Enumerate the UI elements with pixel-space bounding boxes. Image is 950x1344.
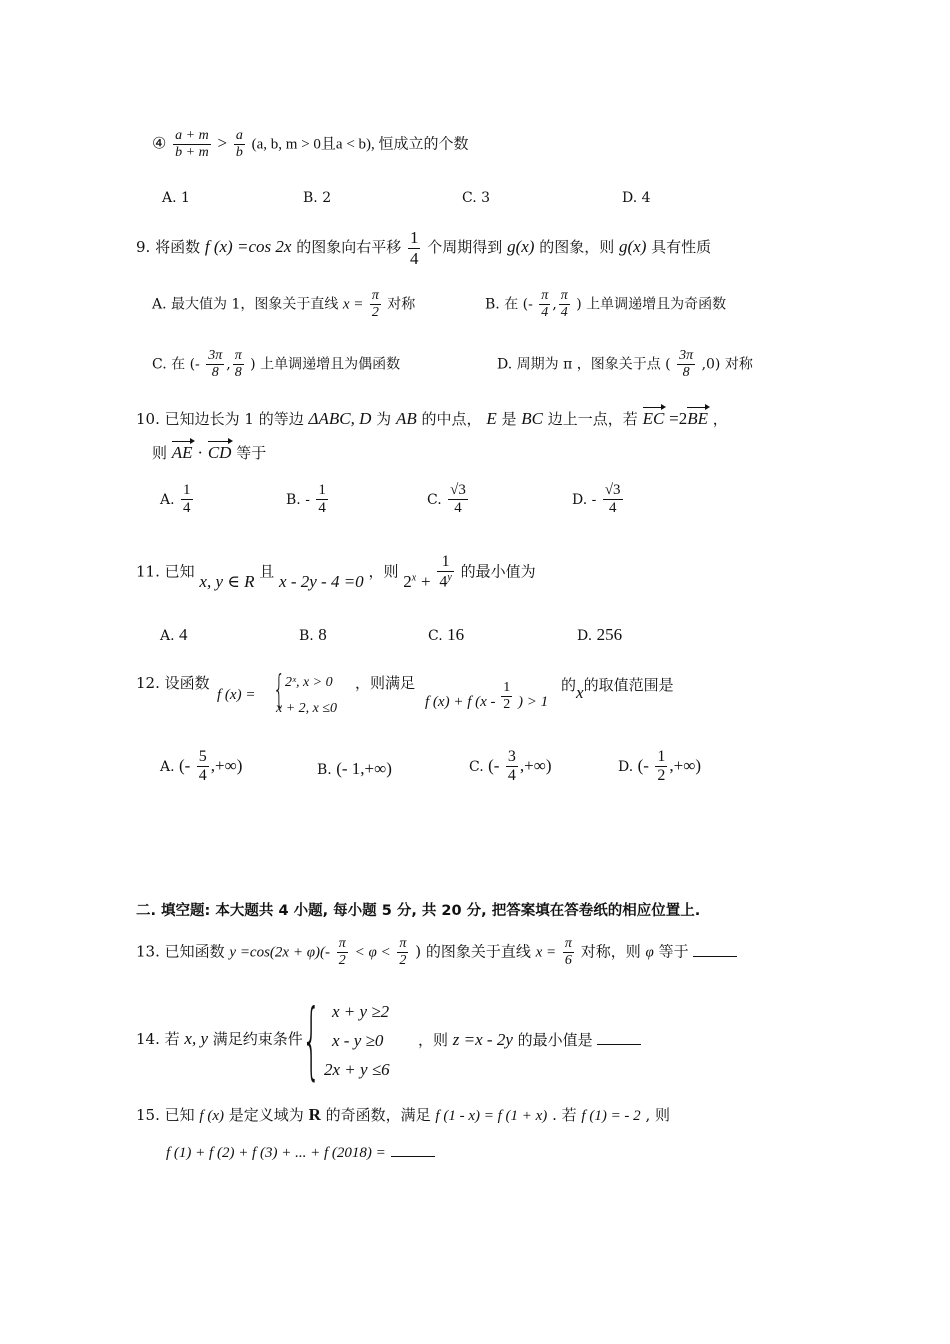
q10-option-b: B. - $\frac{1}{4}$ [286, 482, 326, 517]
q11-option-a: A. 4 [160, 625, 188, 644]
q14-constraint-2: x - y ≥0 [332, 1031, 384, 1050]
circle-four: ④ [152, 133, 167, 153]
q10-option-c: C. $\frac{√3}{4}$ [427, 482, 466, 517]
q10-stem-line2: 则 AE · CD 等于 [152, 443, 267, 462]
q9-option-a: A. 最大值为 1，图象关于直线 x = $\frac{\pi}{2}$ 对称 [152, 288, 416, 321]
answer-blank-q13[interactable] [693, 942, 737, 957]
q14-constraint-3: 2x + y ≤6 [324, 1060, 390, 1079]
q12-option-b: B. (- 1,+∞) [317, 759, 392, 778]
q10-stem-line1: 10. 已知边长为 1 的等边 ΔABC, D 为 AB 的中点， E 是 BC 边上一点，若 EC =2BE ， [136, 409, 728, 428]
q12-stem-suffix: 的x的取值范围是 [561, 676, 674, 702]
q11-option-d: D. 256 [577, 625, 623, 644]
q12-stem-mid: ，则满足 [355, 674, 416, 692]
q8-lhs-fraction: $\frac{a + m}{b + m}$ [175, 128, 209, 161]
q12-case2: x + 2, x ≤0 [276, 701, 338, 716]
vector-ae: AE [171, 443, 193, 462]
q12-option-d: D. (- $\frac{1}{2}$ ,+∞) [618, 748, 702, 785]
q9-stem: 9. 将函数 f (x) =cos 2x 的图象向右平移 $\frac{1}{4}$ 个周期得到 g(x) 的图象，则 g(x) 具有性质 [136, 228, 712, 268]
section2-heading: 二. 填空题: 本大题共 4 小题, 每小题 5 分, 共 20 分, 把答案填在答卷纸的相应位置上. [136, 903, 701, 919]
q10-option-d: D. - $\frac{√3}{4}$ [572, 482, 621, 517]
q8-rhs-fraction: $\frac{a}{b}$ [235, 128, 243, 161]
q11-option-c: C. 16 [428, 625, 465, 644]
q15-stem: 15. 已知 f (x) 是定义域为 R 的奇函数，满足 f (1 - x) = f (1 + x) . 若 f (1) = - 2 , 则 [136, 1105, 671, 1124]
q9-option-d: D. 周期为 π ，图象关于点 ( $\frac{3\pi}{8}$ ,0) 对称 [497, 348, 753, 381]
q12-stem-prefix: 12. 设函数 [136, 674, 210, 692]
q12-inequality: f (x) + f (x - $\frac{1}{2}$ ) > 1 [425, 680, 549, 713]
q8-option-c: C. 3 [462, 190, 491, 206]
q12-brace: { [273, 667, 286, 711]
q10-option-a: A. $\frac{1}{4}$ [160, 482, 191, 517]
q14-constraint-1: x + y ≥2 [332, 1002, 390, 1021]
q11-option-b: B. 8 [299, 625, 327, 644]
q8-option-b: B. 2 [303, 190, 332, 206]
q12-option-c: C. (- $\frac{3}{4}$ ,+∞) [469, 748, 552, 785]
q8-condition: (a, b, m > 0且a < b), 恒成立的个数 [251, 136, 469, 153]
q9-option-c: C. 在 (- $\frac{3\pi}{8}$ , $\frac{\pi}{8}$ ) 上单调递增且为偶函数 [152, 348, 401, 381]
q8-item4: ④ $\frac{a + m}{b + m}$ > $\frac{a}{b}$ (a, b, m > 0且a < b), 恒成立的个数 [152, 128, 469, 161]
q11-stem: 11. 已知 x, y ∈ R 且 x - 2y - 4 =0 ，则 2$^x$ + $\frac{1}{4^y}$ 的最小值为 [136, 553, 536, 591]
q9-option-b: B. 在 (- $\frac{\pi}{4}$ , $\frac{\pi}{4}$ ) 上单调递增且为奇函数 [485, 288, 727, 321]
vector-be: BE [687, 409, 708, 428]
q13-stem: 13. 已知函数 y =cos(2x + φ)(- $\frac{\pi}{2}$ < φ < $\frac{\pi}{2}$ ) 的图象关于直线 x = $\frac{\pi}{6}$ 对称，则 φ 等于 [136, 936, 737, 969]
q12-option-a: A. (- $\frac{5}{4}$ ,+∞) [160, 748, 243, 785]
q15-sum: f (1) + f (2) + f (3) + ... + f (2018) = [166, 1142, 435, 1161]
q14-stem-prefix: 14. 若 x, y 满足约束条件 [136, 1029, 303, 1048]
q12-case1: 2ˣ, x > 0 [285, 675, 333, 690]
answer-blank-q14[interactable] [597, 1030, 641, 1045]
q14-brace: { [302, 991, 321, 1089]
q8-option-a: A. 1 [162, 190, 190, 206]
q9-fraction: $\frac{1}{4}$ [409, 228, 419, 268]
answer-blank-q15[interactable] [391, 1142, 435, 1157]
q14-stem-suffix: ，则 z =x - 2y 的最小值是 [418, 1030, 641, 1048]
vector-cd: CD [207, 443, 232, 462]
vector-ec: EC [642, 409, 665, 428]
q12-fx: f (x) = [217, 687, 256, 703]
q8-option-d: D. 4 [622, 190, 651, 206]
